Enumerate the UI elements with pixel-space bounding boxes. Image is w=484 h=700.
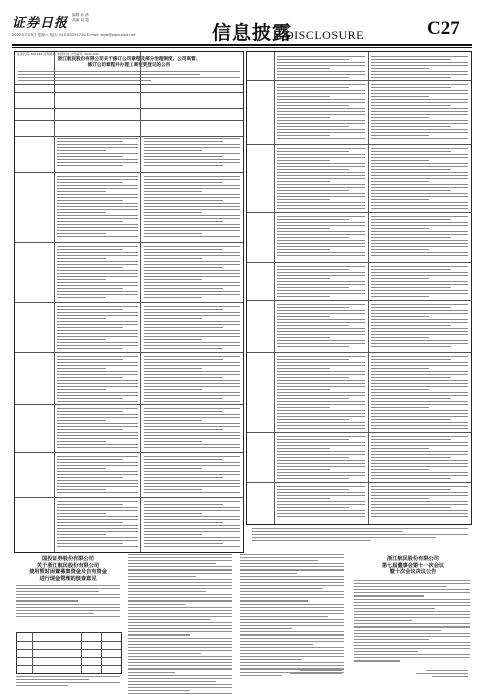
table-cell-text: [371, 84, 468, 141]
notice-header-line: 证券代码: 601618 证券简称: 中国中冶 公告编号: 2022-044: [17, 52, 99, 56]
notice-title-line-1: 浙江航民股份有限公司关于修订公司章程及部分治理制度、公司高管、: [57, 57, 201, 62]
table-cell-text: [144, 138, 240, 168]
newspaper-logo: 证券日报: [12, 16, 69, 31]
row-divider: [15, 172, 243, 173]
table-cell-text: [144, 306, 240, 351]
row-divider: [247, 144, 471, 145]
article-title-line: 进行现金管理的核查意见: [39, 575, 97, 582]
table-cell-text: [57, 356, 138, 404]
table-cell-text: [371, 216, 468, 258]
row-divider: [247, 300, 471, 301]
table-cell-text: [371, 436, 468, 481]
column-divider: [101, 633, 102, 673]
table-cell-text: [57, 456, 138, 495]
table-cell-text: [57, 138, 138, 168]
notice-title-line-2: 修订公司章程并办理工商变更登记的公告: [87, 63, 171, 68]
table-cell-text: [277, 216, 365, 258]
row-divider: [15, 136, 243, 137]
table-cell-text: [371, 148, 468, 211]
notice-intro-text: [18, 71, 240, 83]
table-cell-text: [277, 266, 365, 299]
article-title-line: 关于浙江航民股份有限公司: [36, 562, 100, 569]
table-cell-text: [144, 501, 240, 549]
row-divider: [15, 92, 243, 93]
column-divider: [368, 52, 369, 524]
section-subtitle: DISCLOSURE: [285, 28, 365, 42]
column-divider: [81, 633, 82, 673]
article-title-line: 暨十次会议决议公告: [389, 569, 437, 576]
designer-line: 美编 刘 超: [72, 18, 89, 22]
article-title-line: 第七届董事会第十一次会议: [381, 562, 445, 569]
table-cell-text: [144, 456, 240, 495]
table-cell-text: [57, 306, 138, 351]
editor-credits: [72, 13, 89, 23]
page-code: C27: [427, 18, 460, 39]
table-cell-text: [144, 246, 240, 300]
table-cell-text: [277, 356, 365, 431]
row-divider: [15, 84, 243, 85]
table-cell-text: [277, 56, 365, 80]
column-divider: [274, 52, 275, 524]
article-title-line: 使用暂时闲置募集资金及自有资金: [29, 569, 107, 576]
table-cell-text: [277, 304, 365, 349]
article-title-left: [18, 556, 118, 582]
row-divider: [17, 649, 121, 650]
table-cell-text: [57, 408, 138, 450]
table-cell-text: [144, 356, 240, 404]
row-divider: [17, 641, 121, 642]
row-divider: [15, 302, 243, 303]
right-notice-table: [246, 51, 472, 525]
fund-table: [16, 632, 122, 674]
row-divider: [15, 108, 243, 109]
article-body-col-2: [128, 554, 232, 696]
table-cell-text: [57, 501, 138, 549]
masthead-rule-thin: [12, 47, 472, 48]
article-body-col-3: [240, 554, 344, 678]
table-cell-text: [371, 266, 468, 299]
article-body-left-tail: [16, 676, 120, 688]
column-divider: [32, 633, 33, 673]
table-cell-text: [277, 486, 365, 519]
table-cell-text: [144, 408, 240, 450]
table-cell-text: [277, 436, 365, 481]
notice-continued-text: [252, 528, 468, 543]
signature-block-right: [396, 668, 468, 679]
table-cell-text: [371, 356, 468, 431]
table-cell-text: [371, 304, 468, 349]
table-cell-text: [144, 176, 240, 239]
article-body-right: [354, 580, 470, 664]
row-divider: [15, 120, 243, 121]
row-divider: [247, 262, 471, 263]
article-body-left: [16, 585, 120, 619]
signature-block-mid: [270, 668, 342, 676]
table-cell-text: [277, 84, 365, 141]
article-title-line: 浙江航民股份有限公司: [387, 556, 439, 562]
masthead-rule: [12, 44, 472, 46]
row-divider: [15, 404, 243, 405]
section-title: 信息披露: [212, 22, 293, 44]
table-cell-text: [371, 56, 468, 80]
article-title-right: [356, 556, 470, 576]
article-title-line: 国投证券股份有限公司: [42, 556, 94, 562]
table-cell-text: [371, 486, 468, 519]
row-divider: [15, 452, 243, 453]
table-cell-text: [57, 246, 138, 300]
row-divider: [247, 432, 471, 433]
row-divider: [247, 80, 471, 81]
row-divider: [17, 657, 121, 658]
row-divider: [17, 665, 121, 666]
issue-date-line: 2022年7月9日 星期六 电话: 010-83251716 E-mail: zqrb@zqrb.sina.net: [12, 33, 136, 37]
editor-line: 编辑 孙 倩: [72, 13, 89, 17]
table-cell-text: [57, 176, 138, 239]
row-divider: [15, 352, 243, 353]
row-divider: [247, 482, 471, 483]
masthead: [0, 0, 484, 48]
row-divider: [247, 212, 471, 213]
row-divider: [15, 242, 243, 243]
table-cell-text: [277, 148, 365, 211]
row-divider: [15, 497, 243, 498]
left-notice-table: [14, 51, 244, 553]
row-divider: [247, 352, 471, 353]
